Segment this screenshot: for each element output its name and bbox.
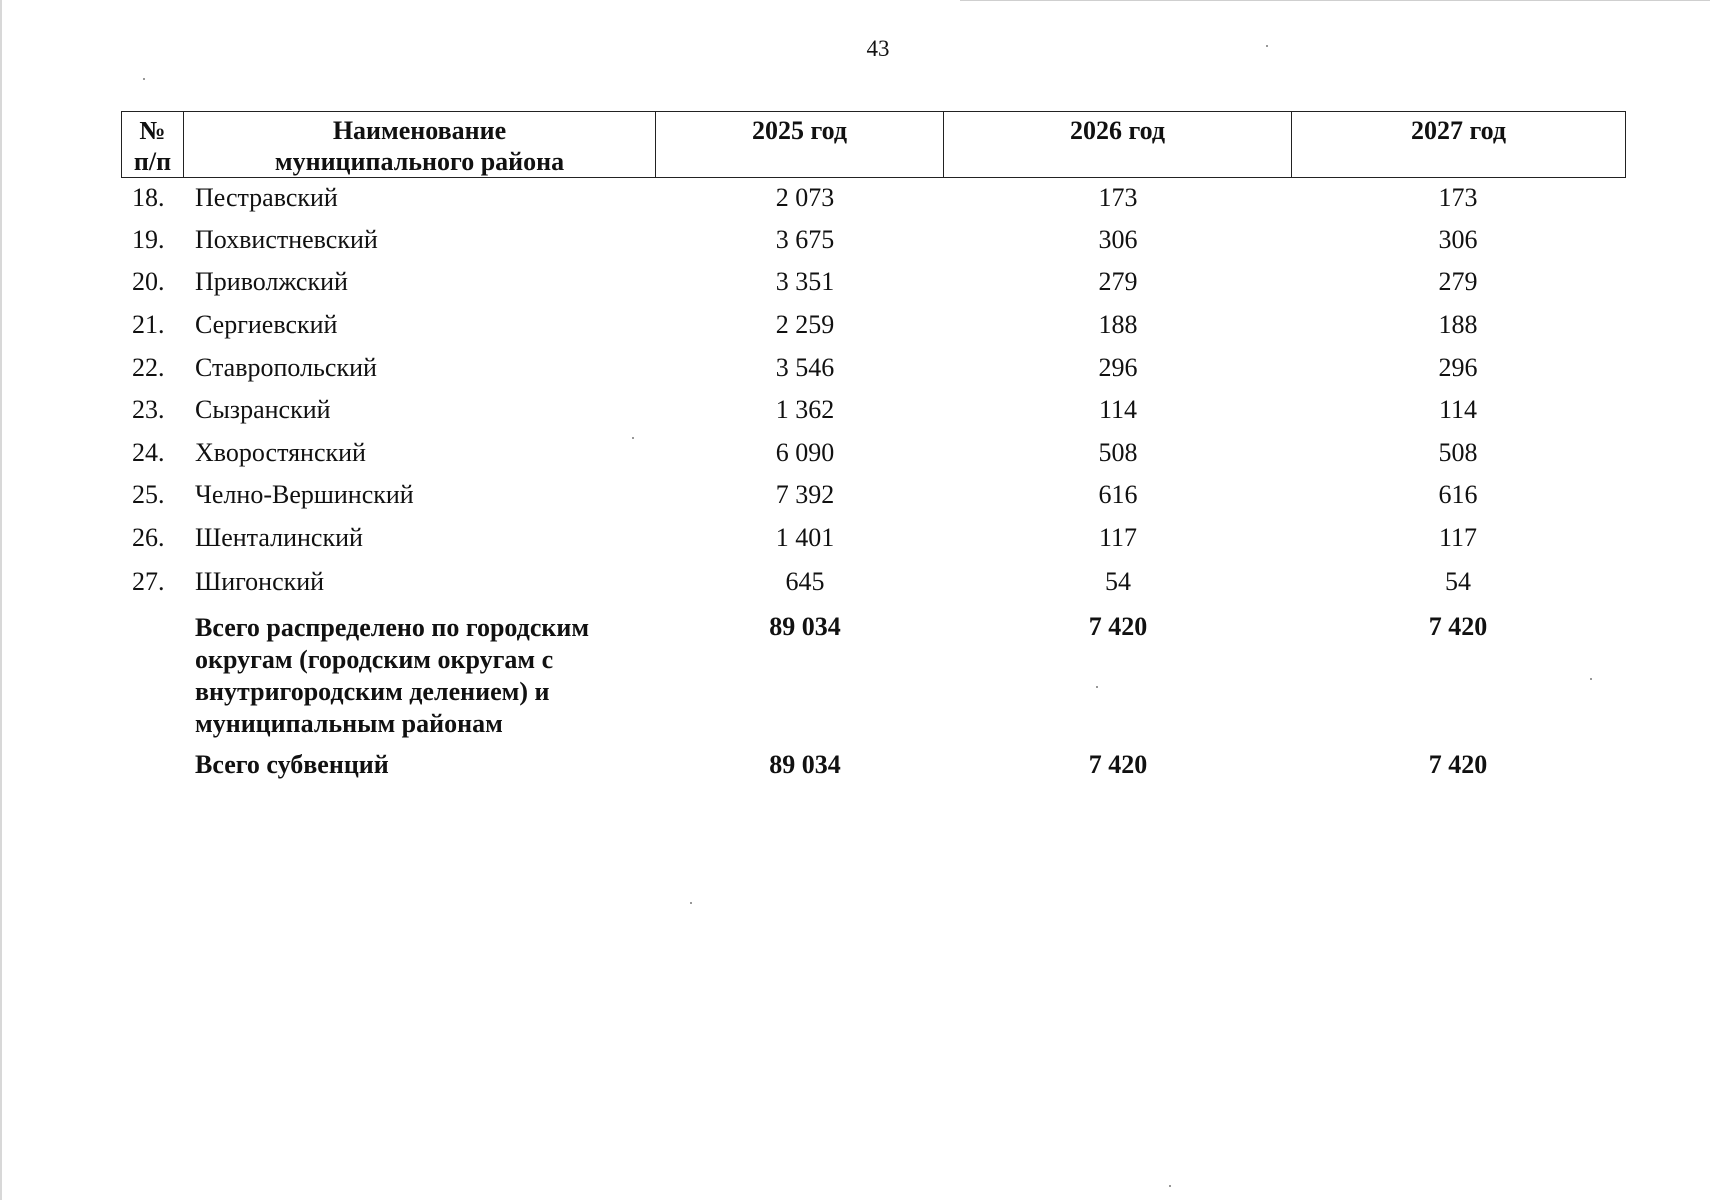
row-district-name: Шигонский xyxy=(195,567,325,596)
row-number: 20. xyxy=(132,267,165,296)
row-value-2025: 1 362 xyxy=(775,395,835,424)
header-2027: 2027 год xyxy=(1292,112,1626,178)
header-2026: 2026 год xyxy=(944,112,1292,178)
header-name-line2: муниципального района xyxy=(274,147,565,176)
row-value-2026: 117 xyxy=(1098,523,1138,552)
total-subventions-row xyxy=(0,750,1710,782)
row-value-2027: 296 xyxy=(1438,353,1478,382)
header-2025: 2025 год xyxy=(656,112,944,178)
row-value-2027: 279 xyxy=(1438,267,1478,296)
row-district-name: Ставропольский xyxy=(195,353,377,382)
page-number: 43 xyxy=(866,36,890,61)
row-value-2026: 279 xyxy=(1098,267,1138,296)
scan-speck xyxy=(1096,686,1098,688)
scan-speck xyxy=(1590,678,1592,680)
row-value-2026: 114 xyxy=(1098,395,1138,424)
row-district-name: Сергиевский xyxy=(195,310,338,339)
header-name-line1: Наименование xyxy=(332,116,507,145)
scan-speck xyxy=(143,78,145,80)
row-number: 21. xyxy=(132,310,165,339)
row-district-name: Приволжский xyxy=(195,267,348,296)
row-number: 18. xyxy=(132,183,165,212)
row-value-2026: 616 xyxy=(1098,480,1138,509)
header-number xyxy=(122,112,184,178)
scan-speck xyxy=(632,437,634,439)
row-number: 23. xyxy=(132,395,165,424)
table-row xyxy=(0,267,1710,299)
total-subventions-label: Всего субвенций xyxy=(195,750,389,779)
row-value-2027: 508 xyxy=(1438,438,1478,467)
table-row xyxy=(0,567,1710,599)
row-district-name: Шенталинский xyxy=(195,523,363,552)
row-value-2026: 296 xyxy=(1098,353,1138,382)
row-value-2025: 645 xyxy=(785,567,825,596)
row-value-2027: 306 xyxy=(1438,225,1478,254)
row-value-2026: 188 xyxy=(1098,310,1138,339)
table-row xyxy=(0,480,1710,512)
row-value-2026: 306 xyxy=(1098,225,1138,254)
row-value-2027: 54 xyxy=(1445,567,1471,596)
table-row xyxy=(0,353,1710,385)
total-distributed-2026: 7 420 xyxy=(1088,612,1148,641)
total-distributed-label: Всего распределено по городским округам (городским округам с внутригородским делением) и муниципальным районам xyxy=(195,613,590,738)
row-value-2025: 6 090 xyxy=(775,438,835,467)
row-number: 25. xyxy=(132,480,165,509)
row-value-2027: 188 xyxy=(1438,310,1478,339)
table-row xyxy=(0,438,1710,470)
row-value-2026: 508 xyxy=(1098,438,1138,467)
total-subventions-2026: 7 420 xyxy=(1088,750,1148,779)
total-subventions-2027: 7 420 xyxy=(1428,750,1488,779)
total-distributed-2025: 89 034 xyxy=(769,612,841,641)
scan-top-edge xyxy=(960,0,1710,1)
scan-left-edge xyxy=(0,0,2,1200)
table-row xyxy=(0,395,1710,427)
row-value-2027: 114 xyxy=(1438,395,1478,424)
row-number: 22. xyxy=(132,353,165,382)
row-number: 19. xyxy=(132,225,165,254)
row-value-2025: 1 401 xyxy=(775,523,835,552)
row-value-2025: 3 675 xyxy=(775,225,835,254)
row-value-2025: 3 546 xyxy=(775,353,835,382)
row-value-2025: 2 073 xyxy=(775,183,835,212)
row-district-name: Челно-Вершинский xyxy=(195,480,414,509)
table-header xyxy=(121,111,1626,178)
total-distributed-2027: 7 420 xyxy=(1428,612,1488,641)
row-number: 26. xyxy=(132,523,165,552)
scan-speck xyxy=(690,902,692,904)
row-number: 27. xyxy=(132,567,165,596)
row-number: 24. xyxy=(132,438,165,467)
row-value-2025: 2 259 xyxy=(775,310,835,339)
table-row xyxy=(0,523,1710,555)
header-number-line2: п/п xyxy=(133,147,172,176)
row-value-2027: 117 xyxy=(1438,523,1478,552)
header-name xyxy=(184,112,656,178)
header-number-line1: № xyxy=(139,116,166,145)
row-district-name: Хворостянский xyxy=(195,438,366,467)
scan-speck xyxy=(1266,45,1268,47)
row-value-2026: 173 xyxy=(1098,183,1138,212)
row-value-2027: 173 xyxy=(1438,183,1478,212)
row-district-name: Сызранский xyxy=(195,395,331,424)
row-district-name: Пестравский xyxy=(195,183,338,212)
row-value-2025: 3 351 xyxy=(775,267,835,296)
table-row xyxy=(0,310,1710,342)
row-value-2025: 7 392 xyxy=(775,480,835,509)
total-distributed-row xyxy=(0,612,1710,742)
table-row xyxy=(0,183,1710,215)
scan-speck xyxy=(1169,1185,1171,1187)
table-row xyxy=(0,225,1710,257)
row-district-name: Похвистневский xyxy=(195,225,378,254)
row-value-2027: 616 xyxy=(1438,480,1478,509)
row-value-2026: 54 xyxy=(1105,567,1131,596)
total-subventions-2025: 89 034 xyxy=(769,750,841,779)
